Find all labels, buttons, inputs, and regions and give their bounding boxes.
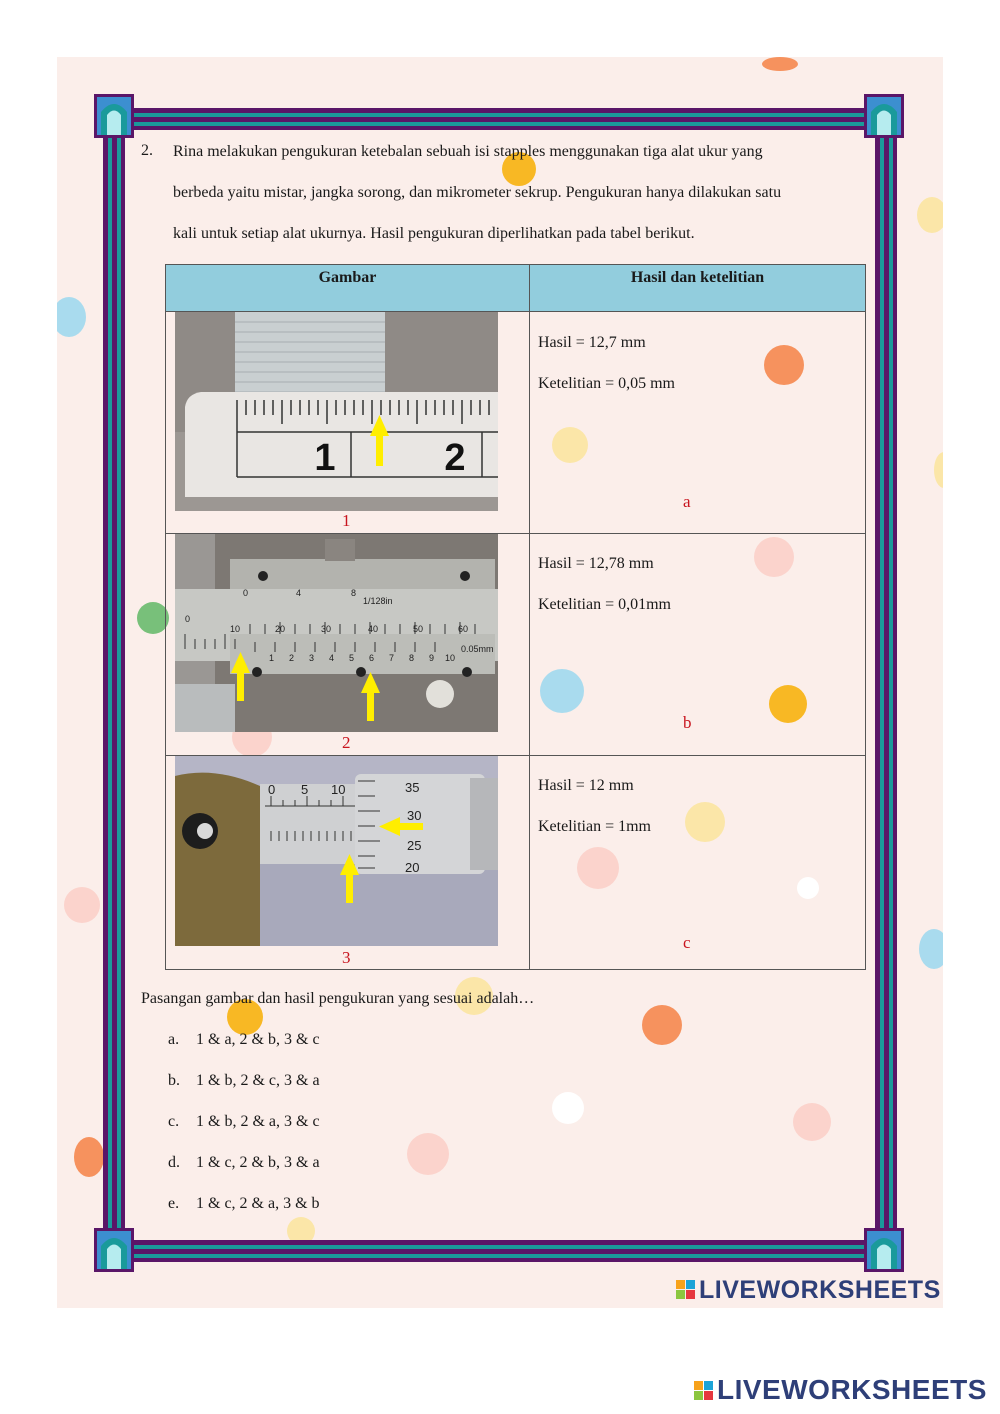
- option-c[interactable]: [168, 1113, 320, 1131]
- decorative-dot: [64, 887, 100, 923]
- caliper-vernier-label: 6: [369, 653, 375, 663]
- frame-corner-ornament: [94, 1228, 134, 1272]
- micrometer-photo: [175, 756, 498, 946]
- caliper-vernier-label: 8: [409, 653, 415, 663]
- caliper-main-scale-label: 20: [275, 624, 286, 634]
- caliper-main-scale-label: 0: [185, 614, 191, 624]
- caliper-vernier-label: 5: [349, 653, 355, 663]
- liveworksheets-logo-text: LIVEWORKSHEETS: [699, 1276, 941, 1304]
- decorative-dot: [762, 57, 798, 71]
- question-number: 2.: [141, 142, 153, 159]
- micrometer-sleeve-label: 5: [301, 782, 309, 797]
- decorative-dot: [407, 1133, 449, 1175]
- micrometer-thimble-label: 20: [405, 860, 420, 875]
- image-number: 3: [342, 948, 351, 967]
- header-hasil-ketelitian: Hasil dan ketelitian: [530, 265, 866, 312]
- caliper-top-scale-label: 0: [243, 588, 249, 598]
- option-label: c.: [168, 1113, 180, 1130]
- question-line-2: berbeda yaitu mistar, jangka sorong, dan mikrometer sekrup. Pengukuran hanya dilakukan satu: [173, 184, 782, 201]
- caliper-vernier-label: 2: [289, 653, 295, 663]
- caliper-vernier-label: 7: [389, 653, 395, 663]
- ruler-label-2: 2: [444, 437, 466, 479]
- option-label: d.: [168, 1154, 180, 1171]
- decorative-dot: [917, 197, 943, 233]
- result-cell: [530, 756, 866, 970]
- caliper-top-scale-label: 8: [351, 588, 357, 598]
- result-cell: [530, 534, 866, 756]
- option-e[interactable]: [168, 1195, 320, 1213]
- result-letter: c: [683, 933, 691, 952]
- table-row: [166, 312, 866, 534]
- frame-right-border: [875, 118, 897, 1253]
- header-gambar: Gambar: [166, 265, 530, 312]
- option-text: 1 & b, 2 & c, 3 & a: [196, 1072, 320, 1089]
- result-letter: b: [683, 713, 692, 732]
- option-text: 1 & c, 2 & a, 3 & b: [196, 1195, 320, 1212]
- result-cell: [530, 312, 866, 534]
- result-letter: a: [683, 492, 691, 511]
- liveworksheets-logo-icon: [676, 1280, 696, 1300]
- option-text: 1 & a, 2 & b, 3 & c: [196, 1031, 320, 1048]
- micrometer-sleeve-label: 0: [268, 782, 276, 797]
- option-text: 1 & b, 2 & a, 3 & c: [196, 1113, 320, 1130]
- micrometer-thimble-label: 35: [405, 780, 420, 795]
- caliper-main-scale-label: 10: [230, 624, 241, 634]
- micrometer-thimble-label: 30: [407, 808, 422, 823]
- liveworksheets-logo-text: LIVEWORKSHEETS: [717, 1374, 987, 1405]
- question-line-3: kali untuk setiap alat ukurnya. Hasil pengukuran diperlihatkan pada tabel berikut.: [173, 225, 695, 242]
- image-cell: [166, 534, 530, 756]
- image-number: 2: [342, 733, 351, 752]
- frame-corner-ornament: [864, 94, 904, 138]
- caliper-main-scale-label: 40: [368, 624, 379, 634]
- option-d[interactable]: [168, 1154, 320, 1172]
- decorative-dot: [934, 452, 943, 488]
- option-b[interactable]: [168, 1072, 320, 1090]
- decorative-dot: [552, 1092, 584, 1124]
- decorative-dot: [793, 1103, 831, 1141]
- micrometer-sleeve-label: 10: [331, 782, 346, 797]
- option-label: b.: [168, 1072, 180, 1089]
- liveworksheets-logo: [676, 1276, 941, 1305]
- frame-corner-ornament: [94, 94, 134, 138]
- question-prompt: Pasangan gambar dan hasil pengukuran yang sesuai adalah…: [141, 990, 535, 1007]
- frame-bottom-border: [115, 1240, 885, 1262]
- result-hasil: Hasil = 12,7 mm: [538, 334, 646, 351]
- liveworksheets-logo: [694, 1374, 987, 1406]
- liveworksheets-logo-icon: [694, 1381, 714, 1401]
- caliper-vernier-label: 1: [269, 653, 275, 663]
- table-header-row: [166, 265, 866, 312]
- results-table: [165, 264, 866, 970]
- frame-left-border: [103, 118, 125, 1253]
- micrometer-thimble-label: 25: [407, 838, 422, 853]
- frame-top-border: [115, 108, 885, 130]
- option-label: a.: [168, 1031, 180, 1048]
- caliper-main-scale-label: 50: [413, 624, 424, 634]
- caliper-vernier-label: 3: [309, 653, 315, 663]
- image-cell: [166, 312, 530, 534]
- caliper-vernier-label: 10: [445, 653, 456, 663]
- caliper-main-scale-label: 60: [458, 624, 469, 634]
- caliper-photo: [175, 534, 498, 732]
- result-ketelitian: Ketelitian = 1mm: [538, 818, 651, 835]
- image-number: 1: [342, 511, 351, 530]
- decorative-dot: [74, 1137, 104, 1177]
- decorative-dot: [642, 1005, 682, 1045]
- caliper-top-scale-label: 4: [296, 588, 302, 598]
- ruler-label-1: 1: [314, 437, 336, 479]
- table-row: [166, 756, 866, 970]
- decorative-dot: [919, 929, 943, 969]
- option-text: 1 & c, 2 & b, 3 & a: [196, 1154, 320, 1171]
- result-ketelitian: Ketelitian = 0,01mm: [538, 596, 671, 613]
- table-row: [166, 534, 866, 756]
- question-line-1: Rina melakukan pengukuran ketebalan sebuah isi stapples menggunakan tiga alat ukur yang: [173, 143, 763, 160]
- result-hasil: Hasil = 12 mm: [538, 777, 634, 794]
- result-ketelitian: Ketelitian = 0,05 mm: [538, 375, 675, 392]
- ruler-photo: [175, 312, 498, 511]
- option-label: e.: [168, 1195, 180, 1212]
- decorative-dot: [57, 297, 86, 337]
- caliper-mm-marking: 0.05mm: [461, 644, 494, 654]
- image-cell: [166, 756, 530, 970]
- caliper-vernier-label: 4: [329, 653, 335, 663]
- caliper-vernier-label: 9: [429, 653, 435, 663]
- result-hasil: Hasil = 12,78 mm: [538, 555, 654, 572]
- option-a[interactable]: [168, 1031, 320, 1049]
- caliper-main-scale-label: 30: [321, 624, 332, 634]
- caliper-inch-marking: 1/128in: [363, 596, 393, 606]
- frame-corner-ornament: [864, 1228, 904, 1272]
